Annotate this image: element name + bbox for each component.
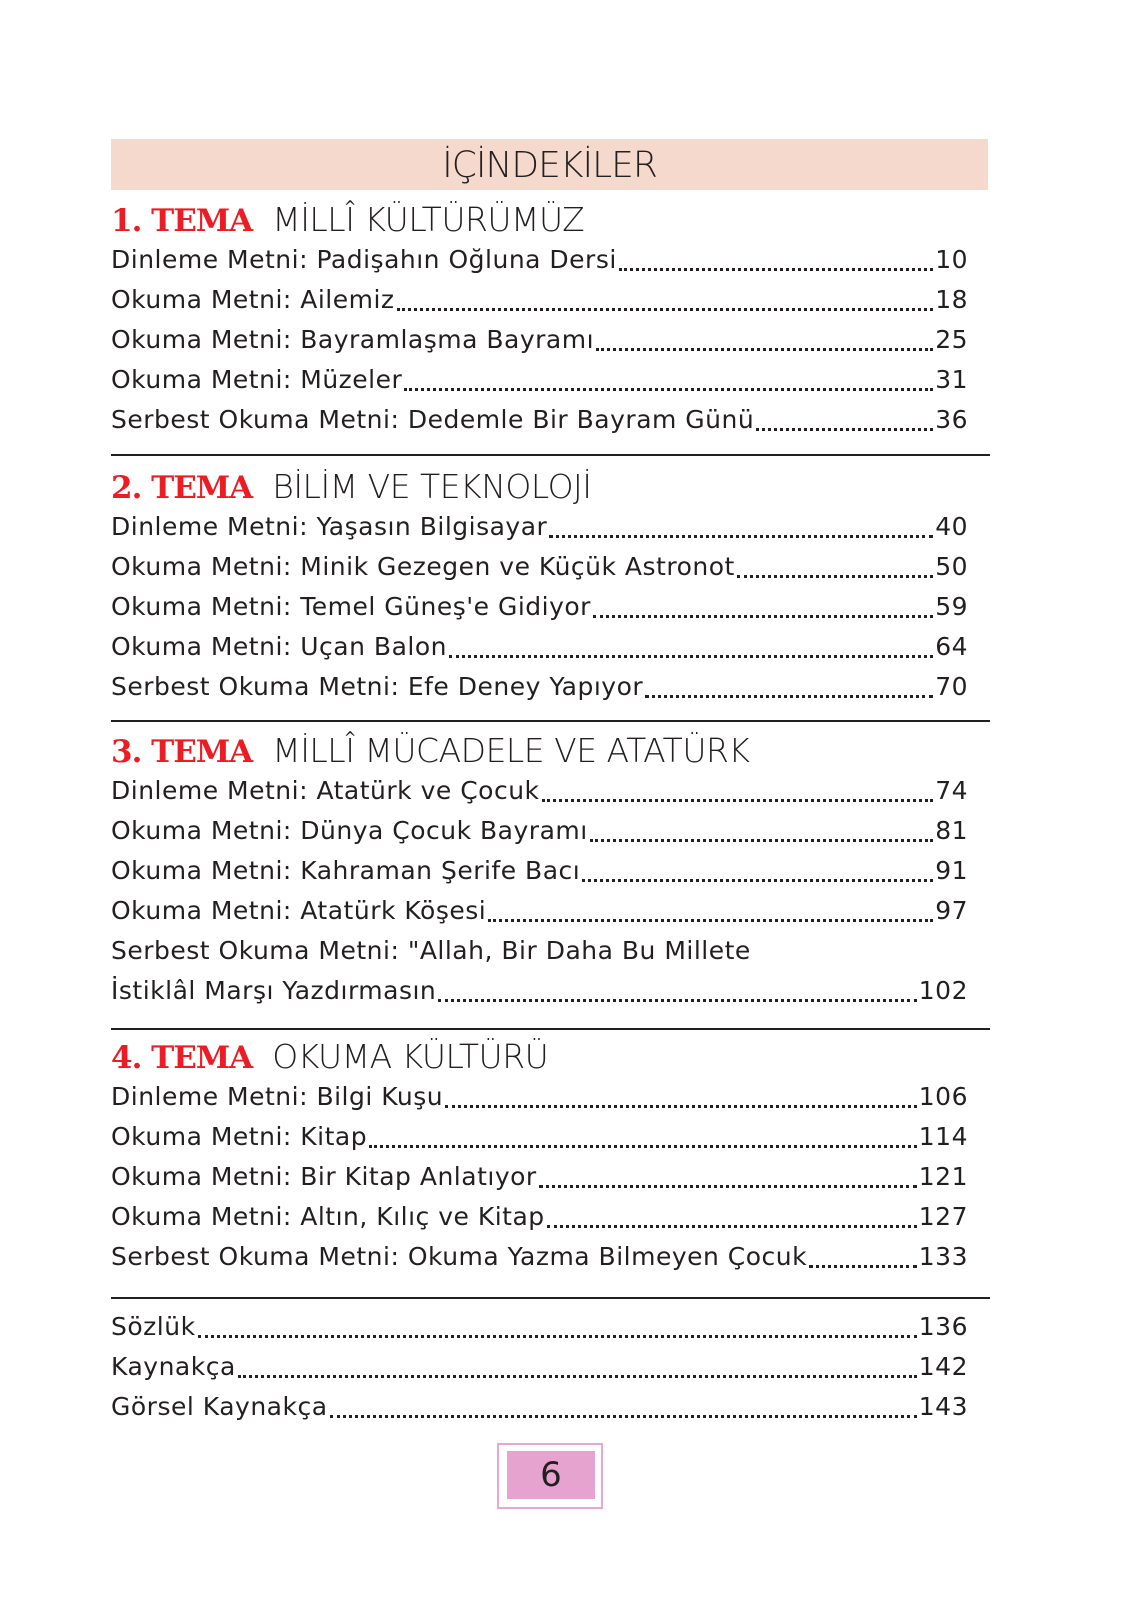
entry-page: 106 (918, 1081, 968, 1111)
dot-leader (582, 879, 933, 882)
entry-page: 91 (935, 855, 968, 885)
entry-title: Serbest Okuma Metni: Efe Deney Yapıyor (111, 671, 644, 701)
entry-title: Okuma Metni: Altın, Kılıç ve Kitap (111, 1201, 545, 1231)
theme-heading (111, 1036, 968, 1076)
entry-title: Serbest Okuma Metni: Okuma Yazma Bilmeyen Çocuk (111, 1241, 808, 1271)
dot-leader (547, 1225, 917, 1228)
theme-section (111, 730, 968, 1010)
section-divider (111, 1297, 990, 1299)
page-number: 6 (507, 1451, 595, 1499)
toc-entry[interactable] (111, 279, 968, 319)
dot-leader (645, 695, 933, 698)
entry-page: 74 (935, 775, 968, 805)
toc-entry[interactable] (111, 890, 968, 930)
dot-leader (238, 1375, 917, 1378)
section-divider (111, 454, 990, 456)
entry-page: 64 (935, 631, 968, 661)
theme-title: MİLLÎ KÜLTÜRÜMÜZ (272, 200, 585, 239)
toc-entry[interactable] (111, 546, 968, 586)
toc-entry[interactable] (111, 319, 968, 359)
entry-page: 40 (935, 511, 968, 541)
entry-title: Okuma Metni: Bayramlaşma Bayramı (111, 324, 595, 354)
entry-title: Dinleme Metni: Padişahın Oğluna Dersi (111, 244, 617, 274)
page-number-box (497, 1443, 603, 1509)
toc-entry[interactable] (111, 666, 968, 706)
dot-leader (590, 839, 933, 842)
entry-page: 10 (935, 244, 968, 274)
toc-entry[interactable] (111, 1076, 968, 1116)
entry-page: 81 (935, 815, 968, 845)
dot-leader (542, 799, 934, 802)
toc-entry[interactable] (111, 1386, 968, 1426)
theme-number: 4. TEMA (111, 1040, 253, 1076)
toc-entry[interactable] (111, 359, 968, 399)
dot-leader (549, 535, 933, 538)
toc-entry[interactable] (111, 1116, 968, 1156)
entry-title: Görsel Kaynakça (111, 1391, 328, 1421)
dot-leader (809, 1265, 917, 1268)
dot-leader (445, 1105, 917, 1108)
toc-entry[interactable] (111, 239, 968, 279)
dot-leader (369, 1145, 917, 1148)
toc-entry[interactable] (111, 399, 968, 439)
dot-leader (619, 268, 933, 271)
entry-page: 31 (935, 364, 968, 394)
dot-leader (330, 1415, 917, 1418)
toc-entry[interactable] (111, 1306, 968, 1346)
dot-leader (404, 388, 933, 391)
entry-title: Okuma Metni: Minik Gezegen ve Küçük Astronot (111, 551, 735, 581)
dot-leader (397, 308, 934, 311)
title-band (111, 139, 988, 190)
entry-title: Okuma Metni: Dünya Çocuk Bayramı (111, 815, 588, 845)
dot-leader (539, 1185, 917, 1188)
theme-heading (111, 466, 968, 506)
toc-entry[interactable] (111, 1196, 968, 1236)
entry-page: 121 (918, 1161, 968, 1191)
entry-title: Okuma Metni: Ailemiz (111, 284, 395, 314)
theme-section (111, 1036, 968, 1276)
entry-page: 50 (935, 551, 968, 581)
entry-title: Serbest Okuma Metni: Dedemle Bir Bayram Günü (111, 404, 755, 434)
entry-page: 59 (935, 591, 968, 621)
entry-page: 142 (918, 1351, 968, 1381)
dot-leader (449, 655, 933, 658)
dot-leader (488, 919, 933, 922)
entry-title: Okuma Metni: Kitap (111, 1121, 368, 1151)
entry-title: Dinleme Metni: Atatürk ve Çocuk (111, 775, 540, 805)
theme-title: OKUMA KÜLTÜRÜ (272, 1037, 549, 1076)
entry-page: 97 (935, 895, 968, 925)
dot-leader (593, 615, 933, 618)
toc-entry[interactable] (111, 770, 968, 810)
entry-title: Okuma Metni: Temel Güneş'e Gidiyor (111, 591, 591, 621)
entry-page: 114 (918, 1121, 968, 1151)
entry-page: 70 (935, 671, 968, 701)
entry-page: 143 (918, 1391, 968, 1421)
entry-title: Dinleme Metni: Bilgi Kuşu (111, 1081, 444, 1111)
theme-title: BİLİM VE TEKNOLOJİ (272, 467, 592, 506)
appendix-section (111, 1306, 968, 1426)
entry-title: Sözlük (111, 1311, 196, 1341)
toc-entry[interactable] (111, 810, 968, 850)
toc-entry[interactable] (111, 850, 968, 890)
entry-page: 18 (935, 284, 968, 314)
toc-entry[interactable] (111, 1346, 968, 1386)
theme-heading (111, 199, 968, 239)
entry-title: Okuma Metni: Kahraman Şerife Bacı (111, 855, 581, 885)
toc-entry[interactable] (111, 1236, 968, 1276)
dot-leader (198, 1335, 917, 1338)
dot-leader (756, 428, 933, 431)
entry-page: 102 (918, 975, 968, 1005)
toc-entry[interactable] (111, 506, 968, 546)
theme-number: 3. TEMA (111, 734, 253, 770)
dot-leader (596, 348, 933, 351)
dot-leader (438, 999, 917, 1002)
entry-title: İstiklâl Marşı Yazdırmasın (111, 975, 437, 1005)
entry-title: Okuma Metni: Müzeler (111, 364, 403, 394)
entry-page: 133 (918, 1241, 968, 1271)
toc-entry-lead[interactable] (111, 930, 968, 970)
entry-title: Dinleme Metni: Yaşasın Bilgisayar (111, 511, 548, 541)
page-title: İÇİNDEKİLER (442, 145, 657, 186)
entry-title: Okuma Metni: Atatürk Köşesi (111, 895, 487, 925)
entry-title: Okuma Metni: Uçan Balon (111, 631, 447, 661)
theme-section (111, 199, 968, 439)
theme-heading (111, 730, 968, 770)
theme-number: 2. TEMA (111, 470, 253, 506)
toc-entry[interactable] (111, 1156, 968, 1196)
entry-title: Kaynakça (111, 1351, 236, 1381)
entry-title: Okuma Metni: Bir Kitap Anlatıyor (111, 1161, 537, 1191)
toc-entry[interactable] (111, 586, 968, 626)
toc-entry[interactable] (111, 626, 968, 666)
entry-page: 36 (935, 404, 968, 434)
dot-leader (737, 575, 933, 578)
theme-title: MİLLÎ MÜCADELE VE ATATÜRK (272, 731, 750, 770)
theme-number: 1. TEMA (111, 203, 253, 239)
section-divider (111, 720, 990, 722)
entry-page: 127 (918, 1201, 968, 1231)
toc-entry[interactable] (111, 970, 968, 1010)
section-divider (111, 1028, 990, 1030)
entry-page: 136 (918, 1311, 968, 1341)
entry-title-lead: Serbest Okuma Metni: "Allah, Bir Daha Bu Millete (111, 935, 751, 965)
entry-page: 25 (935, 324, 968, 354)
theme-section (111, 466, 968, 706)
